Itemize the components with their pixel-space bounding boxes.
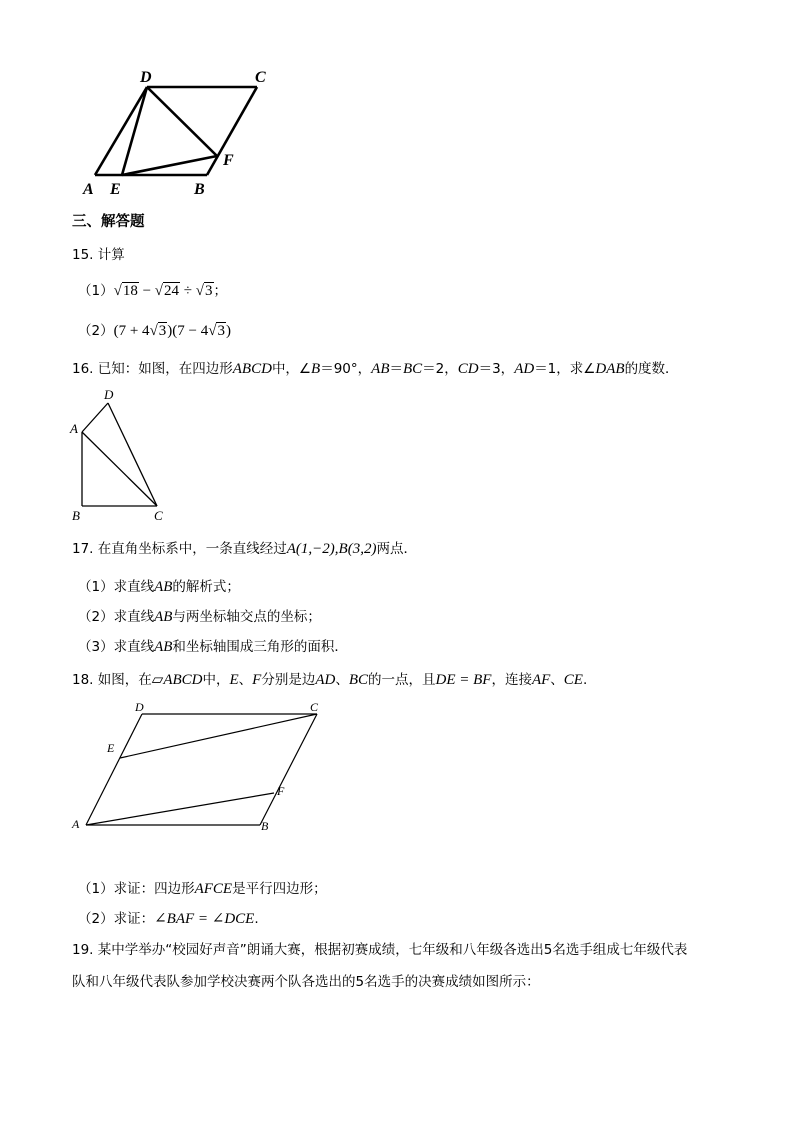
label-a: A: [70, 421, 78, 436]
label-b: B: [194, 181, 205, 198]
question-15-part-1: （1）√18 − √24 ÷ √3；: [78, 283, 227, 299]
label-d: D: [104, 387, 114, 402]
label-d: D: [140, 69, 152, 86]
question-17-part-3: （3）求直线AB和坐标轴围成三角形的面积．: [78, 639, 348, 655]
question-15-title: 15. 计算: [72, 247, 125, 263]
question-18-part-2: （2）求证：∠BAF = ∠DCE.: [78, 911, 259, 927]
label-e: E: [107, 741, 115, 755]
label-b: B: [72, 508, 80, 523]
question-17-part-2: （2）求直线AB与两坐标轴交点的坐标；: [78, 609, 321, 625]
label-c: C: [310, 700, 319, 714]
question-19-line-2: 队和八年级代表队参加学校决赛两个队各选出的5名选手的决赛成绩如图所示：: [72, 974, 540, 990]
label-f: F: [277, 784, 285, 798]
figure-quadrilateral-abcd: [66, 386, 176, 526]
label-d: D: [135, 700, 144, 714]
label-f: F: [223, 152, 234, 169]
figure-parallelogram-abcd: [80, 66, 280, 200]
question-17-part-1: （1）求直线AB的解析式；: [78, 579, 240, 595]
figure-parallelogram-afce: [66, 696, 336, 838]
label-a: A: [83, 181, 94, 198]
question-19-line-1: 19. 某中学举办“校园好声音”朗诵大赛，根据初赛成绩，七年级和八年级各选出5名选手组成七年级代表: [72, 942, 688, 958]
label-b: B: [261, 819, 269, 833]
question-16-text: 16. 已知：如图，在四边形ABCD中，∠B＝90°，AB＝BC＝2，CD＝3，AD＝1，求∠DAB的度数．: [72, 361, 679, 377]
question-17-text: 17. 在直角坐标系中，一条直线经过A(1,−2),B(3,2)两点．: [72, 541, 417, 557]
question-18-text: 18. 如图，在▱ABCD中，E、F分别是边AD、BC的一点，且DE = BF，连接AF、CE.: [72, 672, 588, 688]
section-title: 三、解答题: [72, 214, 145, 230]
question-15-part-2: （2）(7 + 4√3)(7 − 4√3): [78, 323, 231, 339]
label-a: A: [72, 817, 80, 831]
label-e: E: [110, 181, 121, 198]
label-c: C: [154, 508, 163, 523]
question-18-part-1: （1）求证：四边形AFCE是平行四边形；: [78, 881, 327, 897]
label-c: C: [255, 69, 266, 86]
